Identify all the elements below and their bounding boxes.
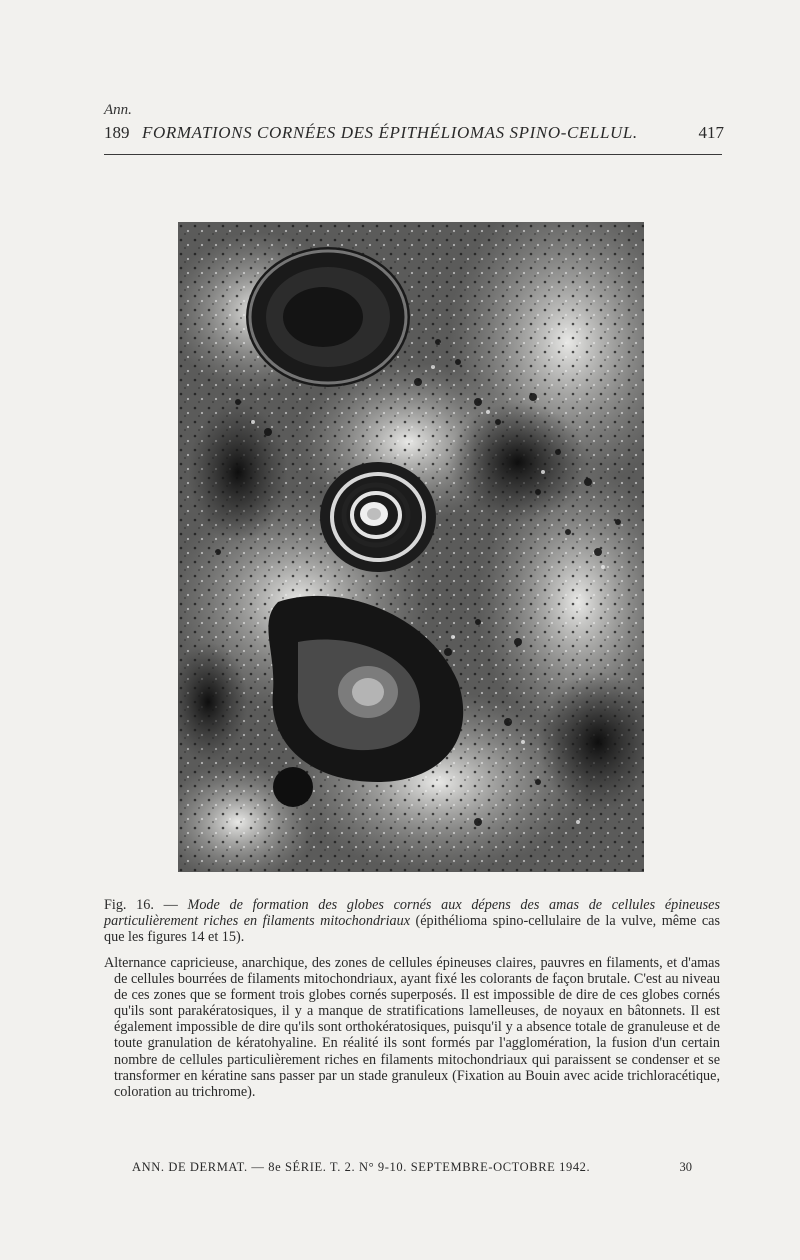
header-left-number: 189: [104, 123, 130, 142]
micrograph-figure: [178, 222, 644, 872]
caption-italic-text: Mode de formation des globes cornés aux dépens des amas de cellules épineuses particulièrement riches en filaments mitochondriaux: [104, 897, 720, 929]
footer-page-number: 30: [679, 1160, 692, 1174]
caption-regular-text: (épithélioma spino-cellulaire de la vulve, même cas que les figures 14 et 15).: [104, 913, 720, 945]
page-footer: [132, 1160, 692, 1178]
body-paragraph: Alternance capricieuse, anarchique, des zones de cellules épineuses claires, pauvres en filaments, et d'amas de cellules bourrées de filaments mitochondriaux, ayant fixé les colorants de façon brutale. C'est au niveau de ces zones que se forment trois globes cornés superposés. Il est impossible de dire de ces globes cornés qu'ils sont parakératosiques, il y a manque de stratifications lamelleuses, de noyaux en bâtonnets. Il est également impossible de dire qu'ils sont orthokératosiques, puisqu'il y a absence totale de granuleuse et de toute granulation de kératohyaline. En réalité ils sont formés par l'agglomération, la fusion d'un certain nombre de cellules particulièrement riches en filaments mitochondriaux qui paraissent se condenser et se transformer en kératine sans passer par un stade granuleux (Fixation au Bouin avec acide trichloracétique, coloration au trichrome).: [104, 955, 720, 1100]
ann-label: Ann.: [104, 102, 132, 118]
figure-caption: [104, 897, 720, 945]
footer-journal-reference: ANN. DE DERMAT. — 8e SÉRIE. T. 2. N° 9-10. SEPTEMBRE-OCTOBRE 1942.: [132, 1160, 591, 1174]
caption-figure-label: Fig. 16. —: [104, 897, 188, 913]
running-title: FORMATIONS CORNÉES DES ÉPITHÉLIOMAS SPINO-CELLUL.: [142, 123, 638, 142]
running-header: [104, 120, 724, 146]
header-rule: [104, 154, 722, 155]
page-number-top: 417: [698, 123, 724, 142]
micrograph-image: [178, 222, 644, 872]
